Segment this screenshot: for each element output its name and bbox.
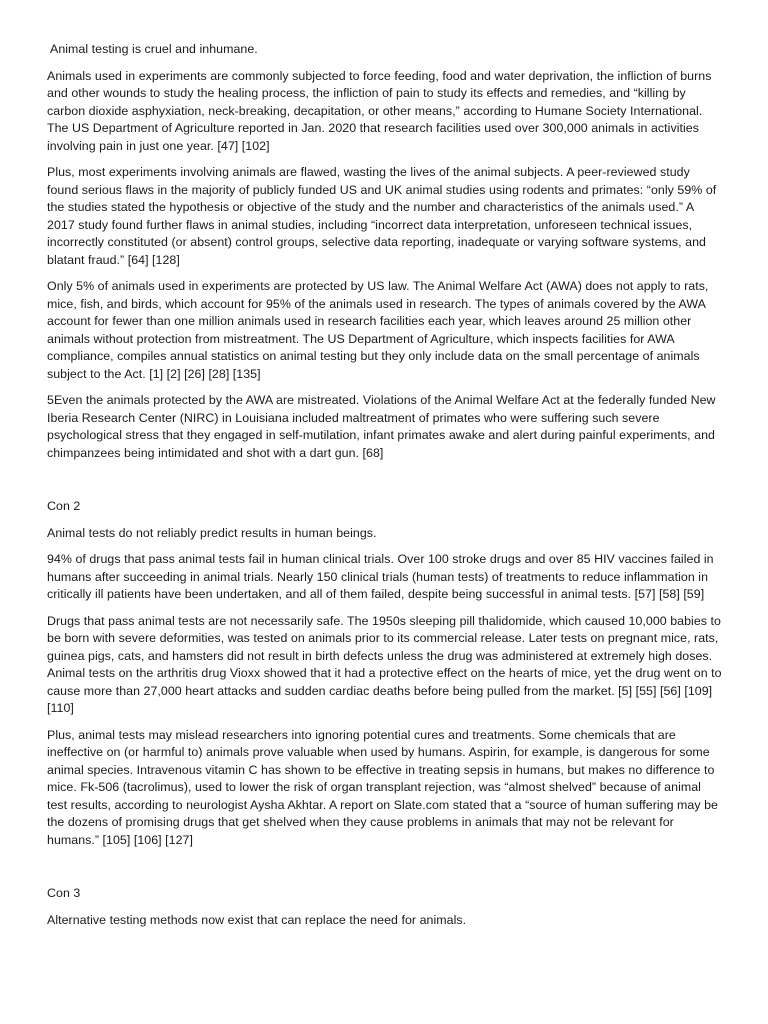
paragraph: Drugs that pass animal tests are not necessarily safe. The 1950s sleeping pill thalidomide, which caused 10,000 babies to be born with severe deformities, was tested on animals prior to its commercial release. Later tests on pregnant mice, rats, guinea pigs, cats, and hamsters did not result in birth defects unless the drug was administered at extremely high doses. Animal tests on the arthritis drug Vioxx showed that it had a protective effect on the hearts of mice, yet the drug went on to cause more than 27,000 heart attacks and sudden cardiac deaths before being pulled from the market. [5] [55] [56] [109] [110] [47,613,722,715]
paragraph: 5Even the animals protected by the AWA are mistreated. Violations of the Animal Welfare Act at the federally funded New Iberia Research Center (NIRC) in Louisiana included maltreatment of primates who were suffering such severe psychological stress that they engaged in self-mutilation, infant primates awake and alert during painful experiments, and chimpanzees being intimidated and shot with a dart gun. [68] [47,393,716,460]
paragraph: Animals used in experiments are commonly subjected to force feeding, food and water deprivation, the infliction of burns and other wounds to study the healing process, the infliction of pain to study its effects and remedies, and “killing by carbon dioxide asphyxiation, neck-breaking, decapitation, or other means,” according to Humane Society International. The US Department of Agriculture reported in Jan. 2020 that research facilities used over 300,000 animals in activities involving pain in just one year. [47] [102] [47,68,712,153]
section-3-title: Alternative testing methods now exist that can replace the need for animals. [47,912,467,927]
section-1-title: Animal testing is cruel and inhumane. [50,42,258,56]
paragraph: Plus, most experiments involving animals are flawed, wasting the lives of the animal subjects. A peer-reviewed study found serious flaws in the majority of publicly funded US and UK animal studies using rodents and primates: “only 59% of the studies stated the hypothesis or objective of the study and the number and characteristics of the animals used.” A 2017 study found further flaws in animal studies, including “incorrect data interpretation, unforeseen technical issues, incorrectly constituted (or absent) control groups, selective data reporting, inadequate or varying software systems, and blatant fraud.” [64] [128] [47,165,717,267]
section-2-heading: Con 2 [47,499,81,513]
paragraph: Plus, animal tests may mislead researchers into ignoring potential cures and treatments. Some chemicals that are ineffective on (or harmful to) animals prove valuable when used by humans. Aspirin, for example, is dangerous for some animal species. Intravenous vitamin C has shown to be effective in treating sepsis in humans, but makes no difference to mice. Fk-506 (tacrolimus), used to lower the risk of organ transplant rejection, was “almost shelved” because of animal test results, according to neurologist Aysha Akhtar. A report on Slate.com stated that a “source of human suffering may be the dozens of promising drugs that get shelved when they cause problems in animals that may not be relevant for humans.” [105] [106] [127] [47,727,718,847]
section-3-heading: Con 3 [47,886,81,900]
paragraph: 94% of drugs that pass animal tests fail in human clinical trials. Over 100 stroke drugs and over 85 HIV vaccines failed in humans after succeeding in animal trials. Nearly 150 clinical trials (human tests) of treatments to reduce inflammation in critically ill patients have been undertaken, and all of them failed, despite being successful in animal tests. [57] [58] [59] [47,552,714,601]
section-2-title: Animal tests do not reliably predict results in human beings. [47,525,377,540]
paragraph: Only 5% of animals used in experiments are protected by US law. The Animal Welfare Act (AWA) does not apply to rats, mice, fish, and birds, which account for 95% of the animals used in research. The types of animals covered by the AWA account for fewer than one million animals used in research facilities each year, which leaves around 25 million other animals without protection from mistreatment. The US Department of Agriculture, which inspects facilities for AWA compliance, compiles annual statistics on animal testing but they only include data on the small percentage of animals subject to the Act. [1] [2] [26] [28] [135] [47,279,709,381]
